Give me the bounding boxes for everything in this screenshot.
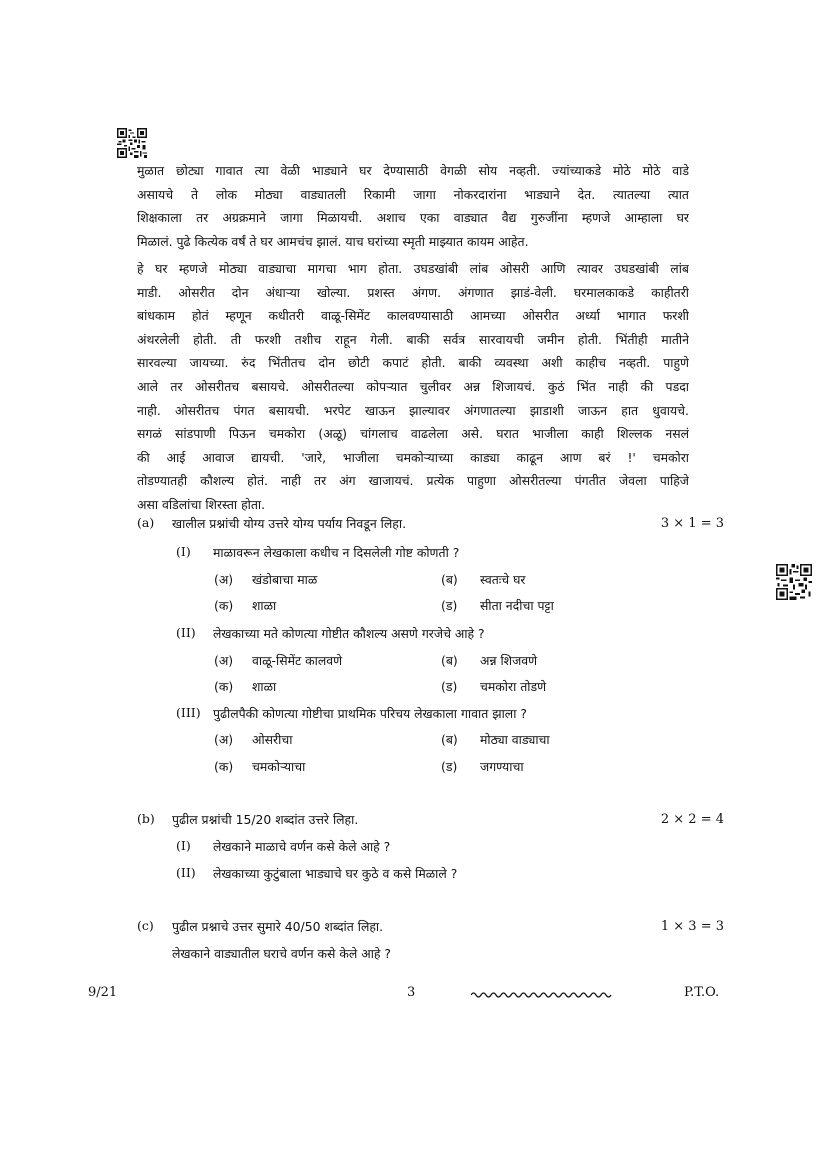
option-text: खंडोबाचा माळ xyxy=(252,572,318,587)
option-text: ओसरीचा xyxy=(252,732,293,747)
question-b-instruction: पुढील प्रश्नांची 15/20 शब्दांत उत्तरे लिहा. xyxy=(172,812,359,827)
option-text: चमकोरा तोडणे xyxy=(480,679,547,694)
option-text: जगण्याचा xyxy=(480,759,524,774)
passage-line: माडी. ओसरीत दोन अंधाऱ्या खोल्या. प्रशस्त अंगण. अंगणात झाडं-वेली. घरमालकाकडे काहीतरी xyxy=(137,284,689,300)
option-key: (अ) xyxy=(214,732,234,747)
option-key: (क) xyxy=(214,759,234,774)
passage-line: सगळं सांडपाणी पिऊन चमकोरा (अळू) चांगलाच वाढलेला असे. घरात भाजीला काही शिल्लक नसलं xyxy=(137,426,689,442)
passage-line: असा वडिलांचा शिरस्ता होता. xyxy=(137,496,266,512)
subquestion-text: माळावरून लेखकाला कधीच न दिसलेली गोष्ट कोणती ? xyxy=(213,545,460,560)
passage-paragraph-2 xyxy=(137,257,689,517)
question-c-label: (c) xyxy=(137,918,154,933)
passage-line: की आई आवाज द्यायची. 'जारे, भाजीला चमकोऱ्याच्या काड्या काढून आण बरं !' चमकोरा xyxy=(137,449,689,465)
option-key: (क) xyxy=(214,679,234,694)
option-key: (ब) xyxy=(441,653,458,668)
option-text: स्वतःचे घर xyxy=(480,572,526,587)
option-key: (क) xyxy=(214,598,234,613)
subquestion-number: (III) xyxy=(176,705,201,720)
question-c-marks: 1 × 3 = 3 xyxy=(660,919,724,934)
option-key: (अ) xyxy=(214,572,234,587)
please-turn-over: P.T.O. xyxy=(684,985,720,1000)
question-c-text: लेखकाने वाड्यातील घराचे वर्णन कसे केले आहे ? xyxy=(172,946,391,961)
wavy-line-divider xyxy=(471,990,613,1000)
passage-line: आले तर ओसरीतच बसायचे. ओसरीतल्या कोपऱ्यात चुलीवर अन्न शिजायचं. कुठं भिंत नाही की पडदा xyxy=(137,378,689,394)
option-text: मोठ्या वाड्याचा xyxy=(480,732,550,747)
passage-line: मिळालं. पुढे कित्येक वर्षं ते घर आमचंच झालं. याच घरांच्या स्मृती माझ्यात कायम आहेत. xyxy=(137,233,529,249)
passage-line: हे घर म्हणजे मोठ्या वाड्याचा मागचा भाग होता. उघडखांबी लांब ओसरी आणि त्यावर उघडखांबी लांब xyxy=(137,261,689,276)
passage-line: असायचे ते लोक मोठ्या वाड्यातली रिकामी जागा नोकरदारांना भाड्याने देत. त्यातल्या त्यात xyxy=(137,186,689,202)
subquestion-text: लेखकाने माळाचे वर्णन कसे केले आहे ? xyxy=(213,839,391,854)
question-a-marks: 3 × 1 = 3 xyxy=(660,516,724,531)
passage-paragraph-1 xyxy=(137,159,689,253)
passage-line: सारवल्या जायच्या. रुंद भिंतीतच दोन छोटी कपाटं होती. बाकी व्यवस्था अशी काहीच नव्हती. पाहुणे xyxy=(137,355,689,371)
question-a-instruction: खालील प्रश्नांची योग्य उत्तरे योग्य पर्याय निवडून लिहा. xyxy=(172,516,407,531)
subquestion-text: लेखकाच्या मते कोणत्या गोष्टीत कौशल्य असणे गरजेचे आहे ? xyxy=(213,626,485,641)
passage-line: शिक्षकाला तर अग्रक्रमाने जागा मिळायची. अशाच एका वाड्यात वैद्य गुरुजींना म्हणजे आम्हाला घर xyxy=(137,210,689,226)
option-text: चमकोऱ्याचा xyxy=(252,759,306,774)
passage-line: तोडण्यातही कौशल्य होतं. नाही तर अंग खाजायचं. प्रत्येक पाहुणा ओसरीतल्या पंगतीत जेवला पाहिजे xyxy=(137,473,689,489)
paper-code: 9/21 xyxy=(88,985,118,1000)
subquestion-number: (I) xyxy=(176,544,191,559)
question-c-instruction: पुढील प्रश्नाचे उत्तर सुमारे 40/50 शब्दांत लिहा. xyxy=(172,919,384,934)
passage-line: नाही. ओसरीतच पंगत बसायची. भरपेट खाऊन झाल्यावर अंगणातल्या झाडाशी जाऊन हात धुवायचे. xyxy=(137,402,689,418)
subquestion-number: (I) xyxy=(176,838,191,853)
option-text: सीता नदीचा पट्टा xyxy=(480,598,554,613)
qr-code-icon xyxy=(117,128,147,158)
option-text: अन्न शिजवणे xyxy=(480,653,538,668)
question-b-label: (b) xyxy=(137,811,155,826)
question-b-marks: 2 × 2 = 4 xyxy=(660,812,724,827)
subquestion-text: पुढीलपैकी कोणत्या गोष्टीचा प्राथमिक परिचय लेखकाला गावात झाला ? xyxy=(213,706,527,721)
option-key: (ब) xyxy=(441,732,458,747)
option-key: (ब) xyxy=(441,572,458,587)
passage-line: अंथरलेली होती. ती फरशी तशीच राहून गेली. बाकी सर्वत्र सारवायची जमीन होती. भिंतीही मातीने xyxy=(137,331,689,347)
qr-code-icon xyxy=(776,564,812,600)
option-key: (ड) xyxy=(441,759,458,774)
question-a-label: (a) xyxy=(137,515,155,530)
page-number: 3 xyxy=(407,985,416,1000)
option-key: (ड) xyxy=(441,679,458,694)
option-key: (अ) xyxy=(214,653,234,668)
option-key: (ड) xyxy=(441,598,458,613)
passage-line: मुळात छोट्या गावात त्या वेळी भाड्याने घर देण्यासाठी वेगळी सोय नव्हती. ज्यांच्याकडे मोठे मोठे वाडे xyxy=(137,163,689,178)
subquestion-number: (II) xyxy=(176,625,196,640)
subquestion-text: लेखकाच्या कुटुंबाला भाड्याचे घर कुठे व कसे मिळाले ? xyxy=(213,866,458,881)
subquestion-number: (II) xyxy=(176,865,196,880)
option-text: शाळा xyxy=(252,679,277,694)
option-text: वाळू-सिमेंट कालवणे xyxy=(252,653,343,668)
passage-line: बांधकाम होतं म्हणून कधीतरी वाळू-सिमेंट कालवण्यासाठी आमच्या ओसरीत अर्ध्या भागात फरशी xyxy=(137,308,689,324)
option-text: शाळा xyxy=(252,598,277,613)
